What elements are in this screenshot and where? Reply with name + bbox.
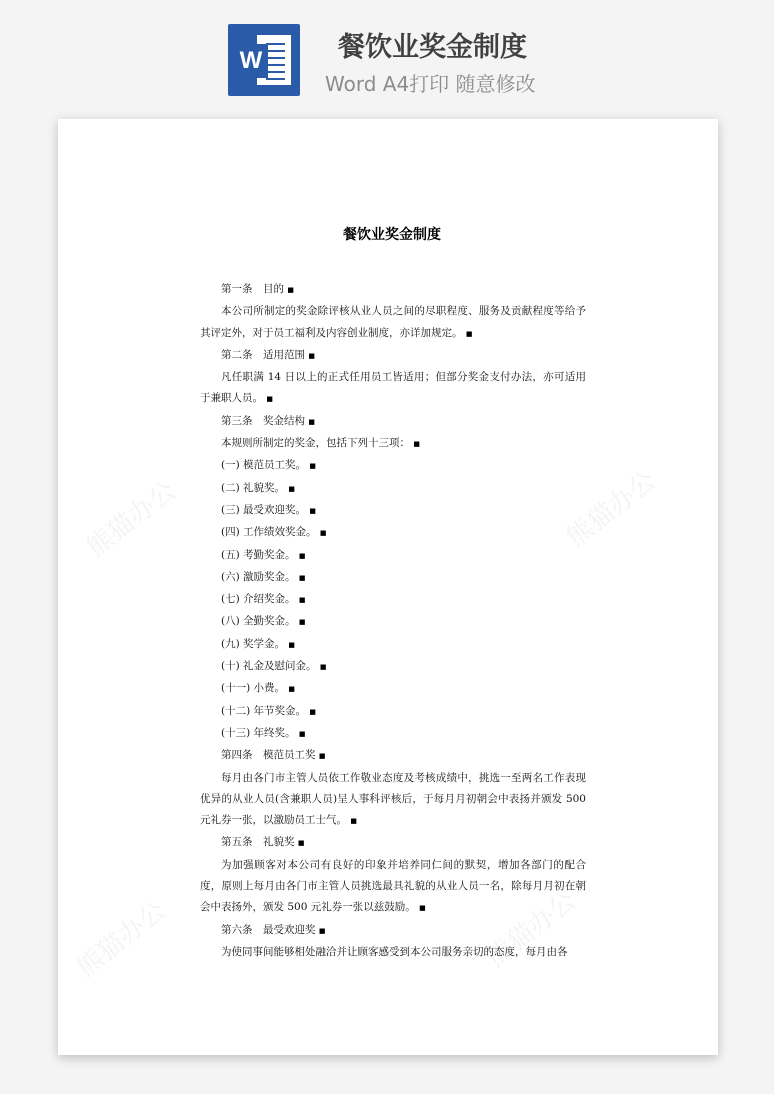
paragraph-end-mark: ■ (298, 618, 306, 627)
document-paragraph (200, 634, 586, 656)
paragraph-text: (一) 模范员工奖。 (221, 459, 307, 472)
paragraph-text: 第五条 礼貌奖 (221, 836, 295, 849)
article-heading (200, 411, 586, 433)
document-title: 餐饮业奖金制度 (343, 227, 441, 243)
paragraph-end-mark: ■ (319, 529, 327, 538)
document-paragraph (200, 455, 586, 477)
document-paragraph (200, 589, 586, 611)
document-paragraph (200, 301, 586, 345)
paragraph-text: (四) 工作绩效奖金。 (221, 526, 317, 539)
paragraph-end-mark: ■ (419, 904, 426, 913)
paragraph-end-mark: ■ (288, 484, 295, 493)
document-paragraph (200, 545, 586, 567)
paragraph-text: (五) 考勤奖金。 (221, 548, 296, 561)
paragraph-end-mark: ■ (287, 286, 294, 294)
watermark: 熊猫办公 (71, 895, 172, 984)
paragraph-end-mark: ■ (288, 685, 295, 694)
paragraph-text: (十一) 小费。 (221, 682, 286, 695)
paragraph-end-mark: ■ (465, 329, 473, 338)
paragraph-end-mark: ■ (413, 440, 420, 449)
article-heading (200, 345, 586, 367)
paragraph-text: (七) 介绍奖金。 (221, 593, 296, 606)
paragraph-text: 为使同事间能够相处融洽并让顾客感受到本公司服务亲切的态度，每月由各 (221, 945, 568, 958)
header-banner (0, 0, 774, 118)
paragraph-text: (三) 最受欢迎奖。 (221, 503, 307, 516)
article-heading (200, 279, 586, 301)
paragraph-end-mark: ■ (297, 839, 305, 848)
paragraph-end-mark: ■ (350, 817, 357, 826)
document-paragraph (200, 567, 586, 589)
paragraph-text: (十二) 年节奖金。 (221, 704, 307, 717)
paragraph-end-mark: ■ (309, 506, 316, 515)
article-heading (200, 920, 586, 942)
document-paragraph (200, 723, 586, 745)
document-paragraph (200, 768, 586, 833)
paragraph-end-mark: ■ (288, 640, 295, 649)
document-page (58, 119, 718, 1055)
paragraph-end-mark: ■ (266, 395, 273, 404)
document-paragraph (200, 942, 586, 963)
paragraph-end-mark: ■ (298, 596, 306, 605)
paragraph-end-mark: ■ (309, 462, 316, 471)
paragraph-text: 第一条 目的 (221, 283, 284, 295)
paragraph-text: (二) 礼貌奖。 (221, 481, 286, 494)
document-paragraph (200, 656, 586, 678)
word-document-icon (228, 24, 300, 96)
paragraph-text: 每月由各门市主管人员依工作敬业态度及考核成绩中，挑选一至两名工作表现优异的从业人员(含兼职人员)呈人事科评核后，于每月月初朝会中表扬并颁发 500 元礼券一张，以激励员工士气。 (200, 771, 586, 827)
watermark: 熊猫办公 (561, 465, 662, 554)
paragraph-end-mark: ■ (298, 573, 306, 582)
paragraph-text: (十) 礼金及慰问金。 (221, 660, 317, 673)
paragraph-text: 本公司所制定的奖金除评核从业人员之间的尽职程度、服务及贡献程度等给予其评定外，对于员工福利及内容创业制度，亦详加规定。 (200, 305, 586, 339)
paragraph-end-mark: ■ (319, 663, 327, 672)
paragraph-end-mark: ■ (309, 707, 316, 716)
watermark: 熊猫办公 (81, 475, 182, 564)
header-subtitle: Word A4打印 随意修改 (325, 72, 536, 96)
article-heading (200, 745, 586, 767)
paragraph-text: 第四条 模范员工奖 (221, 749, 316, 762)
paragraph-text: (六) 激励奖金。 (221, 570, 296, 583)
paragraph-text: (十三) 年终奖。 (221, 726, 296, 739)
paragraph-text: (九) 奖学金。 (221, 637, 286, 650)
header-title: 餐饮业奖金制度 (338, 32, 527, 63)
paragraph-text: 第三条 奖金结构 (221, 414, 305, 427)
paragraph-text: 凡任职满 14 日以上的正式任用员工皆适用；但部分奖金支付办法，亦可适用于兼职人员。 (200, 371, 586, 405)
document-paragraph (200, 855, 586, 920)
paragraph-end-mark: ■ (308, 351, 315, 360)
document-paragraph (200, 678, 586, 700)
document-paragraph (200, 478, 586, 500)
document-paragraph (200, 500, 586, 522)
paragraph-text: (八) 全勤奖金。 (221, 615, 296, 628)
paragraph-text: 第二条 适用范围 (221, 348, 305, 361)
paragraph-text: 本规则所制定的奖金，包括下列十三项： (221, 437, 410, 450)
document-paragraph (200, 611, 586, 633)
word-icon-letter: W (234, 44, 268, 78)
paragraph-end-mark: ■ (298, 729, 306, 738)
paragraph-end-mark: ■ (308, 417, 315, 426)
paragraph-end-mark: ■ (318, 926, 326, 935)
document-paragraph (200, 701, 586, 723)
paragraph-text: 为加强顾客对本公司有良好的印象并培养同仁间的默契，增加各部门的配合度，原则上每月由各门市主管人员挑选最具礼貌的从业人员一名，除每月月初在朝会中表扬外，颁发 500 元礼券一张以兹鼓励。 (200, 858, 586, 914)
paragraph-end-mark: ■ (298, 551, 306, 560)
document-body (200, 279, 586, 963)
watermark: 熊猫办公 (481, 885, 582, 974)
paragraph-end-mark: ■ (318, 752, 326, 761)
document-paragraph (200, 433, 586, 455)
document-paragraph (200, 367, 586, 411)
article-heading (200, 832, 586, 854)
document-paragraph (200, 522, 586, 544)
paragraph-text: 第六条 最受欢迎奖 (221, 923, 316, 936)
